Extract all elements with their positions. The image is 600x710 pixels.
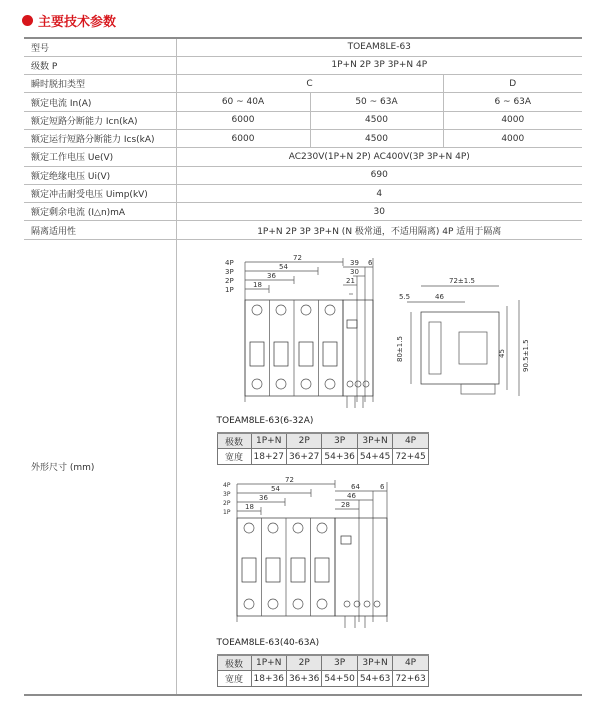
dim-label: 18 bbox=[252, 280, 262, 289]
width-table-header bbox=[217, 655, 428, 671]
spec-value: 690 bbox=[176, 166, 582, 184]
pole-tag: 2P bbox=[224, 276, 234, 285]
section-title: 主要技术参数 bbox=[38, 14, 117, 30]
dimensions-pane-cell bbox=[176, 239, 582, 695]
dim-label: 28 bbox=[340, 500, 350, 509]
section-header bbox=[22, 10, 116, 30]
pole-tag: 4P bbox=[224, 258, 234, 267]
pole-tag: 4P bbox=[222, 481, 230, 489]
spec-label: 额定绝缘电压 Ui(V) bbox=[24, 166, 176, 184]
pole-tag: 3P bbox=[222, 490, 230, 498]
cell: 2P bbox=[286, 433, 321, 449]
side-dim-h2: 45 bbox=[497, 348, 506, 358]
spec-table bbox=[24, 37, 582, 696]
spec-label: 外形尺寸 (mm) bbox=[24, 239, 176, 695]
dim-label: 18 bbox=[244, 502, 254, 511]
spec-label: 额定剩余电流 (I△n)mA bbox=[24, 203, 176, 221]
spec-value: TOEAM8LE-63 bbox=[176, 38, 582, 56]
spec-row-ics bbox=[24, 129, 582, 147]
spec-value: 4 bbox=[176, 184, 582, 202]
cell: 宽度 bbox=[217, 449, 251, 465]
side-dim-width: 72±1.5 bbox=[448, 276, 475, 285]
spec-value: 1P+N 2P 3P 3P+N (N 极常通，不适用隔离) 4P 适用于隔离 bbox=[176, 221, 582, 239]
cell: 3P bbox=[322, 433, 357, 449]
spec-value-c2: 4500 bbox=[310, 111, 443, 129]
cell: 3P bbox=[322, 655, 357, 671]
spec-label: 额定运行短路分断能力 Ics(kA) bbox=[24, 129, 176, 147]
spec-row-rated-current bbox=[24, 93, 582, 111]
side-view-drawing bbox=[395, 272, 539, 406]
cell: 36+36 bbox=[286, 671, 321, 687]
cell: 18+27 bbox=[251, 449, 286, 465]
spec-row-ue bbox=[24, 148, 582, 166]
cell: 2P bbox=[286, 655, 321, 671]
spec-row-trip-type bbox=[24, 75, 582, 93]
spec-value-c1: 6000 bbox=[176, 111, 310, 129]
spec-label: 额定冲击耐受电压 Uimp(kV) bbox=[24, 184, 176, 202]
spec-value-d: 4000 bbox=[443, 129, 582, 147]
cell: 54+45 bbox=[357, 449, 392, 465]
pole-tag: 1P bbox=[222, 508, 230, 516]
front-view-drawing-1 bbox=[223, 252, 391, 412]
pole-tag: 2P bbox=[222, 499, 230, 507]
dim-label: 54 bbox=[270, 484, 280, 493]
front-view-drawing-2 bbox=[223, 476, 393, 632]
spec-row-residual bbox=[24, 203, 582, 221]
spec-label: 额定短路分断能力 Icn(kA) bbox=[24, 111, 176, 129]
side-dim-a: 5.5 bbox=[398, 292, 410, 301]
spec-value-d: 6 ~ 63A bbox=[443, 93, 582, 111]
cell: 54+50 bbox=[322, 671, 357, 687]
cell: 3P+N bbox=[357, 433, 392, 449]
spec-value-c2: 4500 bbox=[310, 129, 443, 147]
cell: 1P+N bbox=[251, 433, 286, 449]
side-dim-h3: 90.5±1.5 bbox=[521, 339, 530, 372]
width-table-2 bbox=[217, 654, 429, 688]
dim-label: 6 bbox=[367, 258, 372, 267]
cell: 极数 bbox=[217, 433, 251, 449]
spec-row-model bbox=[24, 38, 582, 56]
cell: 54+63 bbox=[357, 671, 392, 687]
dim-label: 64 bbox=[350, 482, 360, 491]
dim-label: 30 bbox=[349, 267, 359, 276]
dim-label: 46 bbox=[346, 491, 356, 500]
spec-value: AC230V(1P+N 2P) AC400V(3P 3P+N 4P) bbox=[176, 148, 582, 166]
spec-row-ui bbox=[24, 166, 582, 184]
cell: 1P+N bbox=[251, 655, 286, 671]
spec-value: 30 bbox=[176, 203, 582, 221]
dim-label: 72 bbox=[284, 475, 294, 484]
spec-label: 型号 bbox=[24, 38, 176, 56]
cell: 宽度 bbox=[217, 671, 251, 687]
side-dim-h1: 80±1.5 bbox=[395, 335, 404, 362]
spec-row-dimensions bbox=[24, 239, 582, 695]
pole-tag: 3P bbox=[224, 267, 234, 276]
spec-row-uimp bbox=[24, 184, 582, 202]
spec-label: 额定工作电压 Ue(V) bbox=[24, 148, 176, 166]
spec-label: 级数 P bbox=[24, 56, 176, 74]
spec-row-icn bbox=[24, 111, 582, 129]
width-table-1 bbox=[217, 432, 429, 466]
dim-label: 36 bbox=[266, 271, 276, 280]
cell: 54+36 bbox=[322, 449, 357, 465]
spec-label: 额定电流 In(A) bbox=[24, 93, 176, 111]
width-table-row bbox=[217, 671, 428, 687]
cell: 3P+N bbox=[357, 655, 392, 671]
spec-value: 1P+N 2P 3P 3P+N 4P bbox=[176, 56, 582, 74]
spec-value-c1: 6000 bbox=[176, 129, 310, 147]
spec-value-c: C bbox=[176, 75, 443, 93]
cell: 36+27 bbox=[286, 449, 321, 465]
side-dim-b: 46 bbox=[434, 292, 444, 301]
cell: 4P bbox=[393, 655, 428, 671]
dim-label: 72 bbox=[292, 253, 302, 262]
model-caption-2: TOEAM8LE-63(40-63A) bbox=[216, 637, 320, 648]
dimensions-pane bbox=[177, 240, 583, 694]
cell: 18+36 bbox=[251, 671, 286, 687]
bullet-dot-icon bbox=[22, 15, 33, 26]
dim-label: 6 bbox=[379, 482, 384, 491]
spec-value-c2: 50 ~ 63A bbox=[310, 93, 443, 111]
dim-label: 36 bbox=[258, 493, 268, 502]
spec-label: 隔离适用性 bbox=[24, 221, 176, 239]
cell: 72+63 bbox=[393, 671, 428, 687]
spec-value-d: D bbox=[443, 75, 582, 93]
spec-value-c1: 60 ~ 40A bbox=[176, 93, 310, 111]
width-table-header bbox=[217, 433, 428, 449]
pole-tag: 1P bbox=[224, 285, 234, 294]
cell: 4P bbox=[393, 433, 428, 449]
model-caption-1: TOEAM8LE-63(6-32A) bbox=[216, 415, 314, 426]
cell: 极数 bbox=[217, 655, 251, 671]
dim-label: 54 bbox=[278, 262, 288, 271]
dim-label: 21 bbox=[345, 276, 355, 285]
spec-row-poles bbox=[24, 56, 582, 74]
cell: 72+45 bbox=[393, 449, 428, 465]
spec-value-d: 4000 bbox=[443, 111, 582, 129]
spec-label: 瞬时脱扣类型 bbox=[24, 75, 176, 93]
dim-label: 39 bbox=[349, 258, 359, 267]
width-table-row bbox=[217, 449, 428, 465]
spec-row-isolation bbox=[24, 221, 582, 239]
